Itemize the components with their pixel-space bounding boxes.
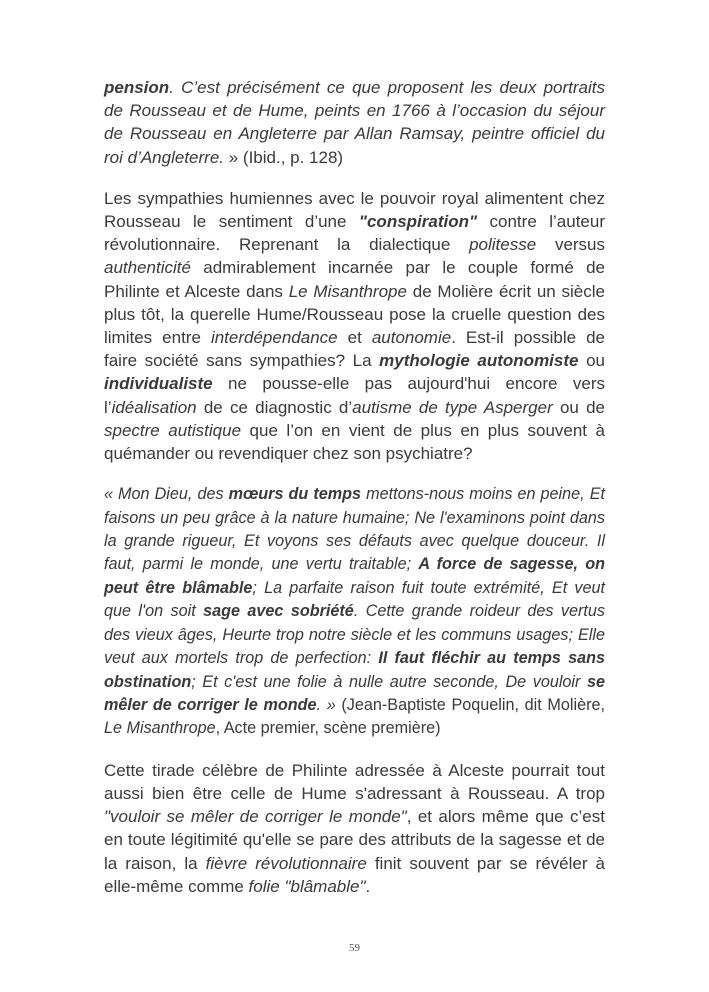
text-span: mettons-nous moins en peine, Et faisons un peu grâce à la nature humaine; Ne l'examinons point dans la grande rigueur, Et voyons ses défauts avec quelque douceur. Il faut, parmi le monde, une vertu traitable; [104,485,605,574]
text-span: « Mon Dieu, des [104,485,229,504]
emphasis-pension: pension [104,78,170,97]
emphasis-idealisation: idéalisation [111,397,197,417]
title-le-misanthrope: Le Misanthrope [288,281,407,301]
quote-attribution: (Jean-Baptiste Poquelin, dit Molière, [335,695,605,714]
emphasis-corriger-le-monde: se mêler de corriger le monde [104,672,605,714]
text-span: admirablement incarnée par le couple formé de Philinte et Alceste dans [104,258,605,301]
text-span: Les sympathies humiennes avec le pouvoir royal alimentent chez Rousseau le sentiment d’une [104,188,605,232]
emphasis-politesse: politesse [469,235,537,255]
text-span: ne pousse-elle pas aujourd'hui encore vers l’ [104,374,605,417]
emphasis-vouloir-corriger: "vouloir se mêler de corriger le monde" [104,807,407,827]
text-span: ; La parfaite raison fuit toute extrémité, Et veut que l'on soit [104,578,605,621]
quote-attribution-end: , Acte premier, scène première) [215,719,441,738]
title-le-misanthrope: Le Misanthrope [104,719,216,738]
page-number: 59 [349,942,360,954]
emphasis-individualiste: individualiste [104,374,213,394]
emphasis-spectre-autistique: spectre autistique [104,420,242,440]
emphasis-autonomie: autonomie [371,328,452,348]
emphasis-moeurs-du-temps: mœurs du temps [228,485,362,504]
text-span: . Cette grande roideur des vertus des vieux âges, Heurte trop notre siècle et les communs usages; Elle veut aux mortels trop de perfection: [104,602,605,668]
emphasis-flechir-au-temps: Il faut fléchir au temps sans obstination [104,649,605,691]
text-span: . [365,876,371,896]
paragraph-sympathies [104,187,605,465]
text-span: . C’est précisément ce que proposent les deux portraits de Rousseau et de Hume, peints en 1766 à l’occasion du séjour de Rousseau en Angleterre par Allan Ramsay, peintre officiel du roi d’Angleterre. [104,78,605,167]
text-span: de Molière écrit un siècle plus tôt, la querelle Hume/Rousseau pose la cruelle question des limites entre [104,281,605,348]
emphasis-fievre-revolutionnaire: fièvre révolutionnaire [205,853,367,873]
paragraph-ramsay-portraits [104,76,605,169]
emphasis-conspiration: "conspiration" [358,212,478,232]
misanthrope-quote [104,483,605,740]
emphasis-authenticite: authenticité [104,258,191,278]
emphasis-interdependance: interdépendance [210,328,338,348]
text-span: . Est-il possible de faire société sans sympathies? La [104,328,606,371]
text-span: , et alors même que c’est en toute légitimité qu'elle se pare des attributs de la sagesse et de la raison, la [104,807,605,873]
text-span: ou de [552,397,605,417]
text-span: ; Et c'est une folie à nulle autre seconde, De vouloir [191,672,587,691]
text-span: . » [316,695,336,714]
text-span: finit souvent par se révéler à elle-même comme [104,853,605,896]
text-span: ou [578,351,605,371]
text-span: et [337,328,372,348]
text-span: versus [536,235,606,255]
emphasis-force-de-sagesse: A force de sagesse, on peut être blâmable [104,555,605,597]
emphasis-mythologie-autonomiste: mythologie autonomiste [379,351,579,371]
emphasis-folie-blamable: folie "blâmable" [248,876,366,896]
emphasis-autisme-asperger: autisme de type Asperger [352,397,553,417]
citation-ibid: » (Ibid., p. 128) [224,147,344,167]
paragraph-philinte-tirade [104,759,605,898]
text-span: contre l’auteur révolutionnaire. Reprenant la dialectique [104,212,605,255]
text-span: Cette tirade célèbre de Philinte adressée à Alceste pourrait tout aussi bien être celle de Hume s'adressant à Rousseau. A trop [104,760,605,803]
page-body [104,76,605,898]
text-span: de ce diagnostic d’ [196,397,353,417]
emphasis-sage-avec-sobriete: sage avec sobriété [203,602,354,621]
text-span: que l’on en vient de plus en plus souvent à quémander ou revendiquer chez son psychiatre? [104,420,605,464]
